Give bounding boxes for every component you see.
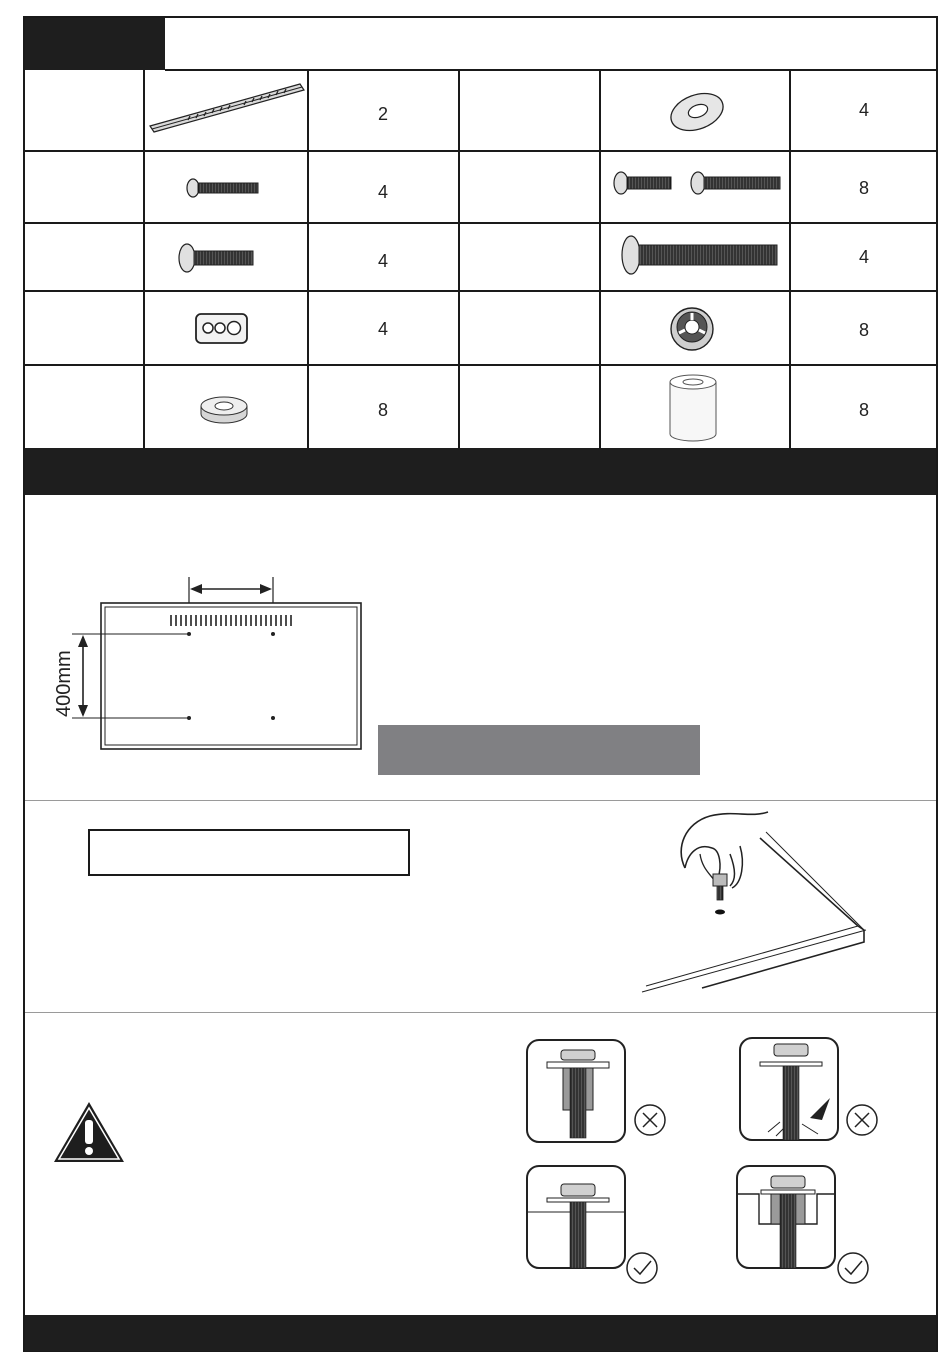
table-col-divider xyxy=(307,70,309,448)
screw-example-too-short xyxy=(525,1038,671,1146)
table-row-divider xyxy=(25,290,936,292)
table-col-divider xyxy=(599,70,601,448)
section-band xyxy=(25,448,936,495)
tall-spacer-icon xyxy=(666,372,720,444)
qty-rail-bracket: 2 xyxy=(377,104,388,124)
table-row-divider xyxy=(25,222,936,224)
qty-three-hole-plate: 4 xyxy=(377,319,388,339)
three-hole-plate-icon xyxy=(194,311,250,347)
section-separator xyxy=(25,800,936,801)
table-row-divider xyxy=(25,364,936,366)
spacer-clip-icon xyxy=(666,305,718,355)
qty-tall-spacer: 8 xyxy=(858,400,869,420)
outlined-note-box xyxy=(88,829,410,876)
table-row-divider xyxy=(25,150,936,152)
washer-icon xyxy=(665,90,729,134)
table-col-divider xyxy=(143,70,145,448)
flat-spacer-icon xyxy=(198,394,250,428)
medium-bolt-icon xyxy=(177,240,257,276)
screw-example-correct-spacer xyxy=(735,1164,881,1284)
header-tab xyxy=(25,18,165,70)
qty-spacer-clip: 8 xyxy=(858,320,869,340)
warning-triangle-icon xyxy=(52,1100,126,1164)
screw-example-correct-flush xyxy=(525,1164,671,1284)
bolt-pair-icon xyxy=(612,168,784,198)
tv-diagram-drawing xyxy=(52,575,372,755)
rail-bracket-icon xyxy=(148,80,306,136)
qty-flat-spacer: 8 xyxy=(377,400,388,420)
qty-washer: 4 xyxy=(858,100,869,120)
qty-short-bolt: 4 xyxy=(377,182,388,202)
gray-info-box xyxy=(378,725,700,775)
hand-inserting-screw-illustration xyxy=(640,808,870,1000)
long-bolt-icon xyxy=(620,232,780,278)
table-col-divider xyxy=(458,70,460,448)
section-separator xyxy=(25,1012,936,1013)
qty-medium-bolt: 4 xyxy=(377,251,388,271)
qty-long-bolt: 4 xyxy=(858,247,869,267)
qty-bolt-pair: 8 xyxy=(858,178,869,198)
screw-example-too-long xyxy=(738,1036,884,1144)
vertical-dimension-label: 400mm xyxy=(53,650,75,717)
header-rule xyxy=(165,69,937,71)
footer-band xyxy=(25,1315,936,1351)
table-col-divider xyxy=(789,70,791,448)
short-bolt-icon xyxy=(186,176,260,200)
